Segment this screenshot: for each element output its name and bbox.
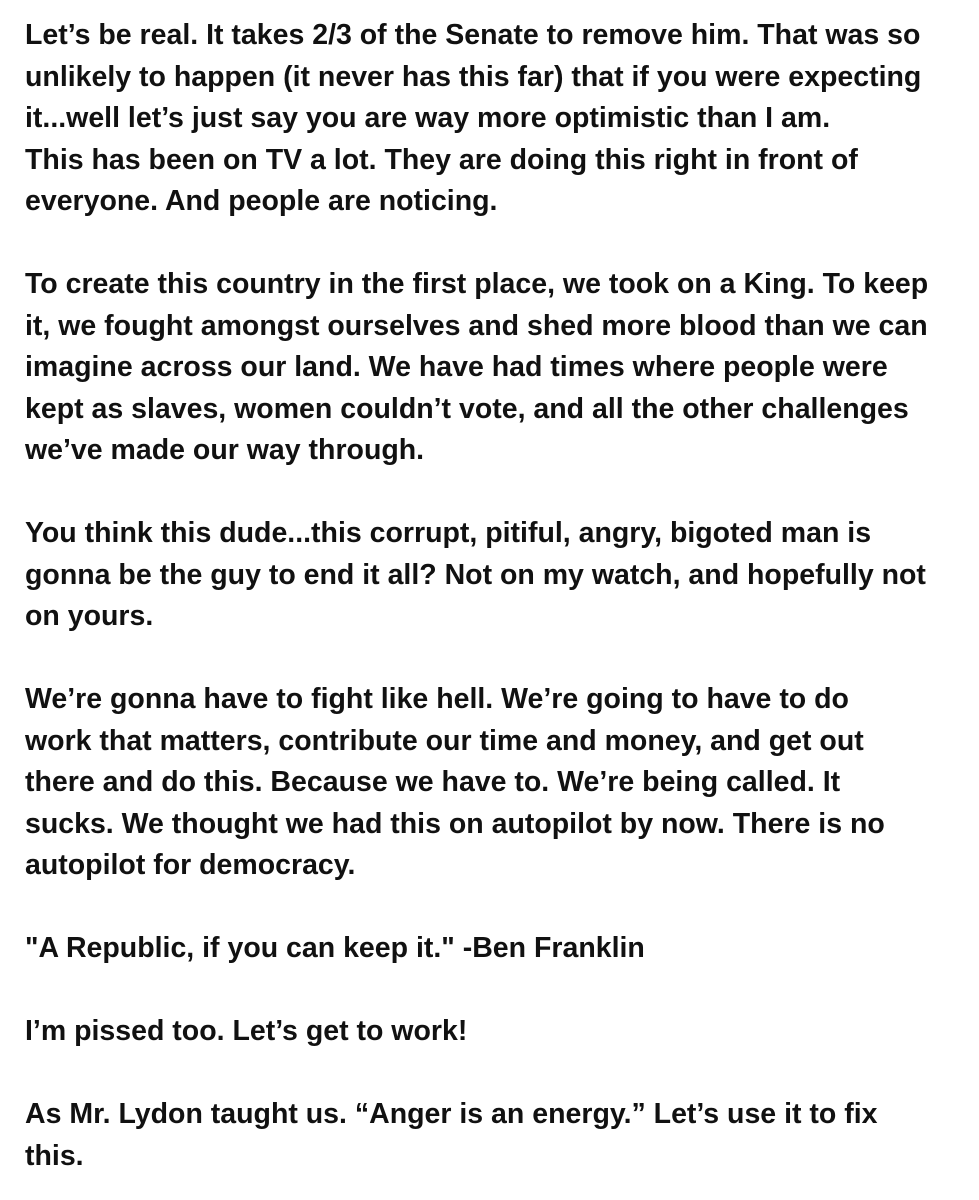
text-line: on yours. (25, 600, 154, 632)
text-line: kept as slaves, women couldn’t vote, and all the other challenges (25, 392, 909, 425)
text-line: work that matters, contribute our time and money, and get out (25, 724, 864, 757)
text-line: unlikely to happen (it never has this far) that if you were expecting (25, 60, 922, 93)
paragraph-country-history (25, 264, 965, 472)
paragraph-franklin-quote (25, 928, 965, 970)
text-line: You think this dude...this corrupt, pitiful, angry, bigoted man is (25, 517, 872, 549)
text-line: there and do this. Because we have to. We’re being called. It (25, 766, 841, 798)
text-line: sucks. We thought we had this on autopilot by now. There is no (25, 807, 885, 840)
quote-line: "A Republic, if you can keep it." -Ben Franklin (25, 932, 645, 964)
text-line: I’m pissed too. Let’s get to work! (25, 1015, 468, 1047)
text-line: we’ve made our way through. (25, 434, 425, 466)
paragraph-senate-removal (25, 15, 965, 223)
text-line: As Mr. Lydon taught us. “Anger is an energy.” Let’s use it to fix (25, 1098, 878, 1130)
text-line: this. (25, 1139, 84, 1172)
text-line: To create this country in the first place, we took on a King. To keep (25, 268, 929, 300)
text-line: Let’s be real. It takes 2/3 of the Senate to remove him. That was so (25, 19, 921, 51)
text-line: autopilot for democracy. (25, 849, 356, 881)
paragraph-anger-energy (25, 1094, 965, 1177)
paragraph-get-to-work (25, 1011, 965, 1053)
text-line: everyone. And people are noticing. (25, 185, 498, 217)
paragraph-fight-like-hell (25, 679, 965, 887)
document-body (25, 15, 965, 1177)
text-line: imagine across our land. We have had times where people were (25, 351, 888, 383)
text-line: it...well let’s just say you are way more optimistic than I am. (25, 102, 831, 134)
text-line: it, we fought amongst ourselves and shed more blood than we can (25, 309, 928, 342)
text-line: gonna be the guy to end it all? Not on my watch, and hopefully not (25, 558, 926, 591)
text-line: This has been on TV a lot. They are doing this right in front of (25, 143, 858, 176)
text-line: We’re gonna have to fight like hell. We’re going to have to do (25, 683, 849, 715)
paragraph-not-on-my-watch (25, 513, 965, 638)
